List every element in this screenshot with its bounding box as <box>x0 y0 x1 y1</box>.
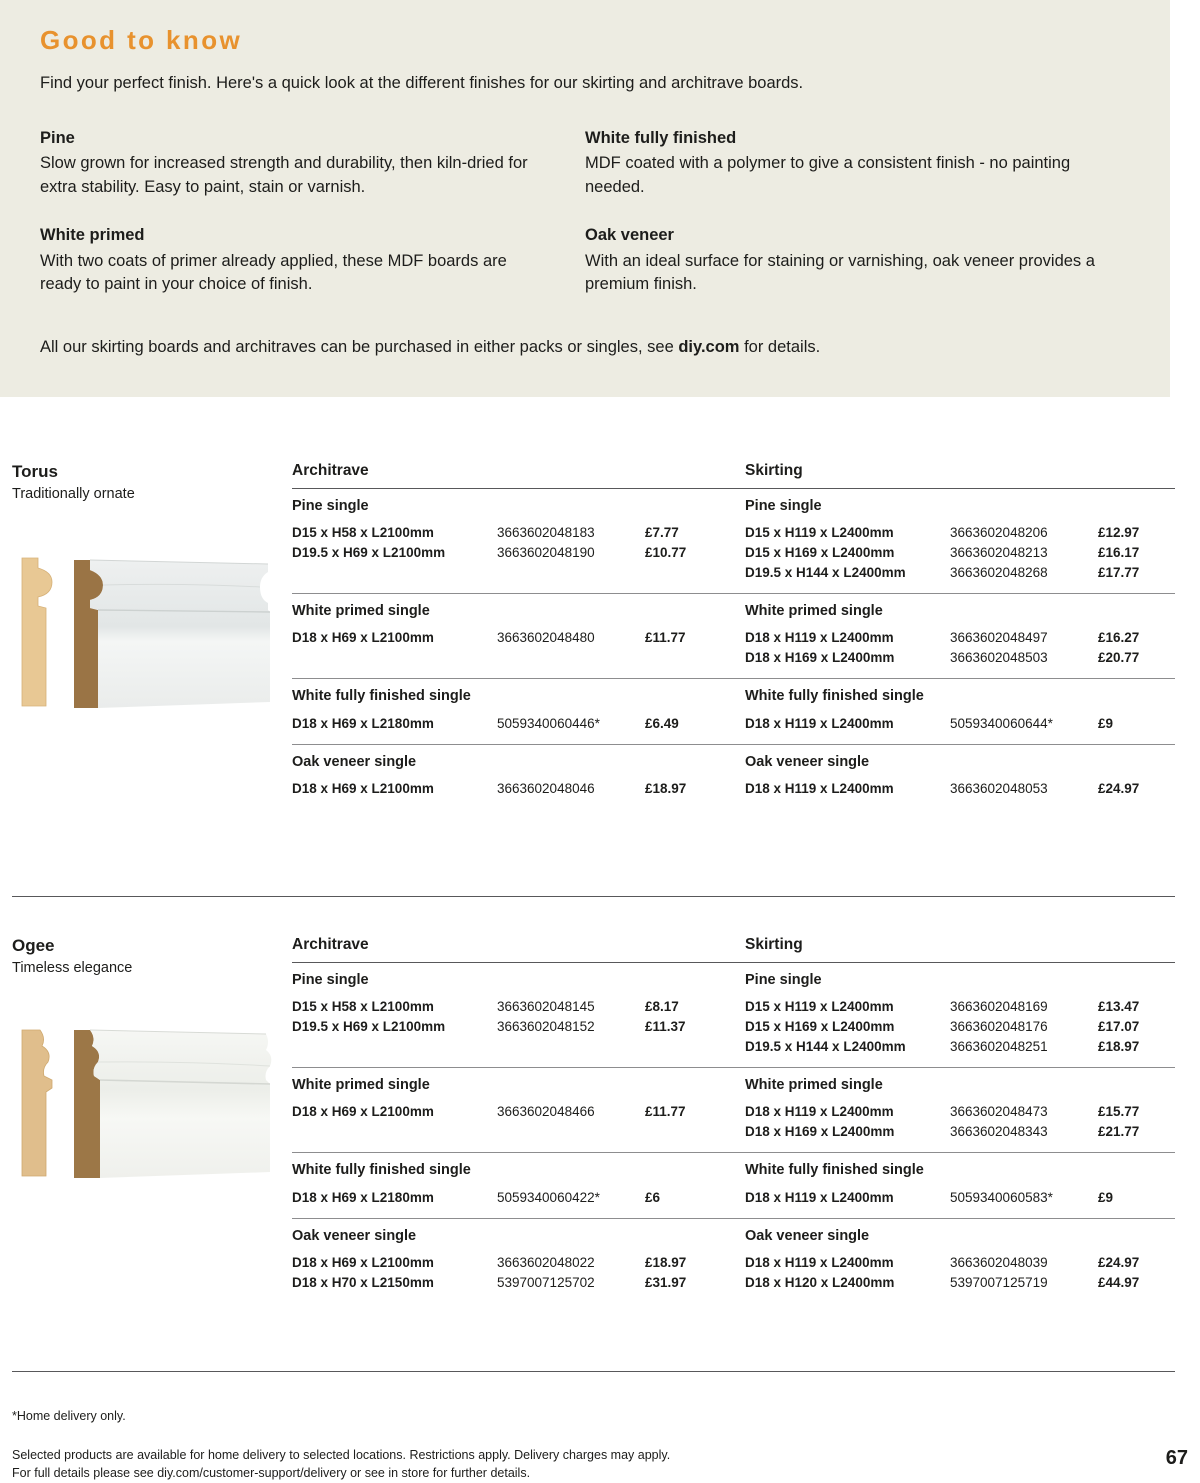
cell-dimensions: D15 x H119 x L2400mm <box>745 998 894 1014</box>
finish-column-right <box>585 128 1130 297</box>
cell-product-code: 5397007125702 <box>497 1275 595 1291</box>
cell-product-code: 3663602048497 <box>950 630 1048 646</box>
table-row[interactable] <box>745 1017 1175 1037</box>
cell-price: £31.97 <box>645 1275 687 1291</box>
cell-product-code: 3663602048268 <box>950 564 1048 580</box>
group-skirting <box>745 1219 1175 1293</box>
cell-product-code: 3663602048183 <box>497 524 595 540</box>
finish-block-oak-veneer <box>585 225 1130 296</box>
cell-price: £11.77 <box>645 630 686 646</box>
footer-notes <box>12 1408 1082 1483</box>
group-title: Oak veneer single <box>745 1227 870 1244</box>
cell-dimensions: D18 x H169 x L2400mm <box>745 650 895 666</box>
group-title: White primed single <box>745 602 883 619</box>
finish-heading: White primed <box>40 226 145 245</box>
product-group-white-primed-single <box>292 594 1175 678</box>
cell-dimensions: D18 x H119 x L2400mm <box>745 1189 894 1205</box>
cell-dimensions: D19.5 x H144 x L2400mm <box>745 1038 906 1054</box>
section-name: Ogee <box>12 936 55 955</box>
cell-product-code: 3663602048145 <box>497 998 595 1014</box>
delivery-note-line-2: For full details please see diy.com/customer-support/delivery or see in store for further details. <box>12 1466 531 1481</box>
table-row[interactable] <box>745 714 1175 734</box>
table-row[interactable] <box>745 1273 1175 1293</box>
cell-dimensions: D15 x H169 x L2400mm <box>745 544 895 560</box>
group-title: Oak veneer single <box>292 1227 417 1244</box>
group-architrave <box>292 1153 745 1207</box>
cell-price: £44.97 <box>1098 1275 1140 1291</box>
cell-dimensions: D18 x H69 x L2100mm <box>292 781 434 797</box>
section-tagline: Timeless elegance <box>12 960 133 977</box>
section-label <box>12 936 282 978</box>
cell-price: £17.77 <box>1098 564 1140 580</box>
page-title: Good to know <box>40 25 243 55</box>
group-skirting <box>745 745 1175 799</box>
product-group-pine-single <box>292 489 1175 593</box>
cell-price: £16.27 <box>1098 630 1140 646</box>
cell-product-code: 5059340060583* <box>950 1189 1053 1205</box>
group-title: Oak veneer single <box>745 753 870 770</box>
finish-descriptions-grid <box>40 128 1130 297</box>
table-row[interactable] <box>292 1253 745 1273</box>
cell-product-code: 3663602048473 <box>950 1104 1048 1120</box>
product-group-white-primed-single <box>292 1068 1175 1152</box>
section-divider-bottom <box>12 1371 1175 1372</box>
column-header-architrave: Architrave <box>292 936 369 953</box>
product-group-white-fully-finished-single <box>292 1153 1175 1217</box>
cell-product-code: 3663602048046 <box>497 781 595 797</box>
cell-dimensions: D18 x H69 x L2180mm <box>292 1189 434 1205</box>
cell-dimensions: D18 x H169 x L2400mm <box>745 1124 895 1140</box>
diy-link[interactable]: diy.com <box>678 338 740 357</box>
purchase-note-post: for details. <box>739 338 821 357</box>
group-architrave <box>292 963 745 1057</box>
group-skirting <box>745 1153 1175 1207</box>
cell-dimensions: D18 x H69 x L2100mm <box>292 1255 434 1271</box>
table-row[interactable] <box>292 543 745 563</box>
section-divider-torus-ogee <box>12 896 1175 897</box>
table-row-spacer <box>292 648 745 668</box>
cell-price: £24.97 <box>1098 1255 1140 1271</box>
purchase-note-pre: All our skirting boards and architraves can be purchased in either packs or singles, see <box>40 338 679 357</box>
table-row[interactable] <box>292 1017 745 1037</box>
cell-product-code: 5059340060422* <box>497 1189 600 1205</box>
table-row[interactable] <box>745 997 1175 1017</box>
column-header-skirting: Skirting <box>745 936 803 953</box>
cell-dimensions: D18 x H69 x L2100mm <box>292 630 434 646</box>
section-name: Torus <box>12 462 58 481</box>
ogee-product-table <box>292 936 1175 1303</box>
product-group-white-fully-finished-single <box>292 679 1175 743</box>
group-architrave <box>292 1068 745 1142</box>
group-architrave <box>292 1219 745 1293</box>
finish-block-pine <box>40 128 585 199</box>
cell-price: £9 <box>1098 715 1114 731</box>
group-skirting <box>745 963 1175 1057</box>
cell-product-code: 3663602048503 <box>950 650 1048 666</box>
group-title: Pine single <box>292 497 369 514</box>
cell-price: £20.77 <box>1098 650 1140 666</box>
cell-product-code: 3663602048152 <box>497 1018 595 1034</box>
table-row[interactable] <box>745 543 1175 563</box>
group-title: Pine single <box>745 497 822 514</box>
cell-price: £18.97 <box>645 781 687 797</box>
intro-text: Find your perfect finish. Here's a quick look at the different finishes for our skirting and architrave boards. <box>40 73 804 92</box>
cell-product-code: 3663602048039 <box>950 1255 1048 1271</box>
cell-price: £18.97 <box>645 1255 687 1271</box>
table-row[interactable] <box>745 563 1175 583</box>
finish-body: MDF coated with a polymer to give a consistent finish - no painting needed. <box>585 154 1071 196</box>
cell-dimensions: D15 x H58 x L2100mm <box>292 998 434 1014</box>
cell-product-code: 3663602048190 <box>497 544 595 560</box>
table-header-row <box>292 462 1175 488</box>
cell-dimensions: D18 x H70 x L2150mm <box>292 1275 434 1291</box>
table-row[interactable] <box>292 997 745 1017</box>
cell-product-code: 3663602048343 <box>950 1124 1048 1140</box>
group-title: Pine single <box>745 971 822 988</box>
cell-dimensions: D18 x H69 x L2100mm <box>292 1104 434 1120</box>
cell-price: £17.07 <box>1098 1018 1140 1034</box>
group-skirting <box>745 679 1175 733</box>
cell-product-code: 3663602048213 <box>950 544 1048 560</box>
cell-product-code: 3663602048176 <box>950 1018 1048 1034</box>
cell-dimensions: D19.5 x H144 x L2400mm <box>745 564 906 580</box>
good-to-know-panel <box>0 0 1170 397</box>
cell-price: £10.77 <box>645 544 687 560</box>
cell-price: £6 <box>645 1189 661 1205</box>
torus-product-table <box>292 462 1175 809</box>
finish-heading: Oak veneer <box>585 226 674 245</box>
section-tagline: Traditionally ornate <box>12 486 135 503</box>
cell-product-code: 3663602048251 <box>950 1038 1048 1054</box>
cell-dimensions: D18 x H119 x L2400mm <box>745 715 894 731</box>
cell-product-code: 3663602048466 <box>497 1104 595 1120</box>
cell-price: £6.49 <box>645 715 679 731</box>
cell-dimensions: D18 x H69 x L2180mm <box>292 715 434 731</box>
table-row[interactable] <box>292 523 745 543</box>
cell-dimensions: D18 x H120 x L2400mm <box>745 1275 895 1291</box>
table-row[interactable] <box>292 1273 745 1293</box>
page-number: 67 <box>1165 1447 1188 1469</box>
group-title: White primed single <box>745 1076 883 1093</box>
group-skirting <box>745 594 1175 668</box>
cell-price: £11.37 <box>645 1018 686 1034</box>
cell-product-code: 5397007125719 <box>950 1275 1048 1291</box>
cell-price: £21.77 <box>1098 1124 1140 1140</box>
group-skirting <box>745 1068 1175 1142</box>
cell-product-code: 3663602048169 <box>950 998 1048 1014</box>
cell-dimensions: D15 x H119 x L2400mm <box>745 524 894 540</box>
table-row[interactable] <box>745 779 1175 799</box>
cell-price: £7.77 <box>645 524 679 540</box>
home-delivery-footnote: *Home delivery only. <box>12 1409 126 1423</box>
column-header-skirting: Skirting <box>745 462 803 479</box>
group-architrave <box>292 594 745 668</box>
cell-price: £24.97 <box>1098 781 1140 797</box>
finish-column-left <box>40 128 585 297</box>
group-title: White fully finished single <box>292 688 471 705</box>
cell-price: £8.17 <box>645 998 679 1014</box>
group-title: Pine single <box>292 971 369 988</box>
cell-product-code: 5059340060446* <box>497 715 600 731</box>
table-row[interactable] <box>745 1037 1175 1057</box>
cell-price: £13.47 <box>1098 998 1140 1014</box>
cell-product-code: 3663602048480 <box>497 630 595 646</box>
cell-dimensions: D18 x H119 x L2400mm <box>745 1255 894 1271</box>
product-group-pine-single <box>292 963 1175 1067</box>
group-title: White primed single <box>292 1076 430 1093</box>
section-label <box>12 462 282 504</box>
table-row[interactable] <box>745 628 1175 648</box>
finish-body: With two coats of primer already applied, these MDF boards are ready to paint in your choice of finish. <box>40 251 507 293</box>
finish-heading: White fully finished <box>585 128 737 147</box>
cell-dimensions: D15 x H169 x L2400mm <box>745 1018 895 1034</box>
cell-price: £11.77 <box>645 1104 686 1120</box>
finish-block-white-fully-finished <box>585 128 1130 199</box>
delivery-note-line-1: Selected products are available for home delivery to selected locations. Restrictions apply. Delivery charges may apply. <box>12 1448 671 1463</box>
finish-block-white-primed <box>40 225 585 296</box>
cell-price: £9 <box>1098 1189 1114 1205</box>
cell-price: £18.97 <box>1098 1038 1140 1054</box>
cell-product-code: 3663602048206 <box>950 524 1048 540</box>
product-group-oak-veneer-single <box>292 745 1175 809</box>
table-row[interactable] <box>745 1188 1175 1208</box>
finish-body: With an ideal surface for staining or varnishing, oak veneer provides a premium finish. <box>585 251 1095 293</box>
purchase-note <box>40 336 1130 358</box>
group-architrave <box>292 679 745 733</box>
cell-product-code: 3663602048022 <box>497 1255 595 1271</box>
group-architrave <box>292 745 745 799</box>
cell-product-code: 3663602048053 <box>950 781 1048 797</box>
cell-dimensions: D18 x H119 x L2400mm <box>745 1104 894 1120</box>
cell-dimensions: D18 x H119 x L2400mm <box>745 781 894 797</box>
table-row[interactable] <box>745 523 1175 543</box>
table-row[interactable] <box>292 779 745 799</box>
table-row[interactable] <box>745 1122 1175 1142</box>
column-header-architrave: Architrave <box>292 462 369 479</box>
ogee-profile-image <box>8 1024 278 1189</box>
table-row[interactable] <box>292 714 745 734</box>
table-row[interactable] <box>745 1102 1175 1122</box>
group-title: White fully finished single <box>745 1162 924 1179</box>
cell-price: £12.97 <box>1098 524 1140 540</box>
table-row-spacer <box>292 1122 745 1142</box>
cell-price: £15.77 <box>1098 1104 1140 1120</box>
group-title: Oak veneer single <box>292 753 417 770</box>
table-row[interactable] <box>292 628 745 648</box>
table-row[interactable] <box>745 648 1175 668</box>
group-skirting <box>745 489 1175 583</box>
cell-price: £16.17 <box>1098 544 1140 560</box>
cell-dimensions: D15 x H58 x L2100mm <box>292 524 434 540</box>
finish-body: Slow grown for increased strength and durability, then kiln-dried for extra stability. Easy to paint, stain or varnish. <box>40 154 528 196</box>
group-title: White fully finished single <box>292 1162 471 1179</box>
cell-product-code: 5059340060644* <box>950 715 1053 731</box>
product-group-oak-veneer-single <box>292 1219 1175 1303</box>
cell-dimensions: D19.5 x H69 x L2100mm <box>292 544 446 560</box>
group-architrave <box>292 489 745 583</box>
group-title: White fully finished single <box>745 688 924 705</box>
finish-heading: Pine <box>40 128 75 147</box>
table-row-spacer <box>292 1037 745 1057</box>
cell-dimensions: D18 x H119 x L2400mm <box>745 630 894 646</box>
table-row[interactable] <box>292 1102 745 1122</box>
table-row[interactable] <box>745 1253 1175 1273</box>
cell-dimensions: D19.5 x H69 x L2100mm <box>292 1018 446 1034</box>
group-title: White primed single <box>292 602 430 619</box>
torus-profile-image <box>8 550 278 715</box>
table-row[interactable] <box>292 1188 745 1208</box>
table-header-row <box>292 936 1175 962</box>
